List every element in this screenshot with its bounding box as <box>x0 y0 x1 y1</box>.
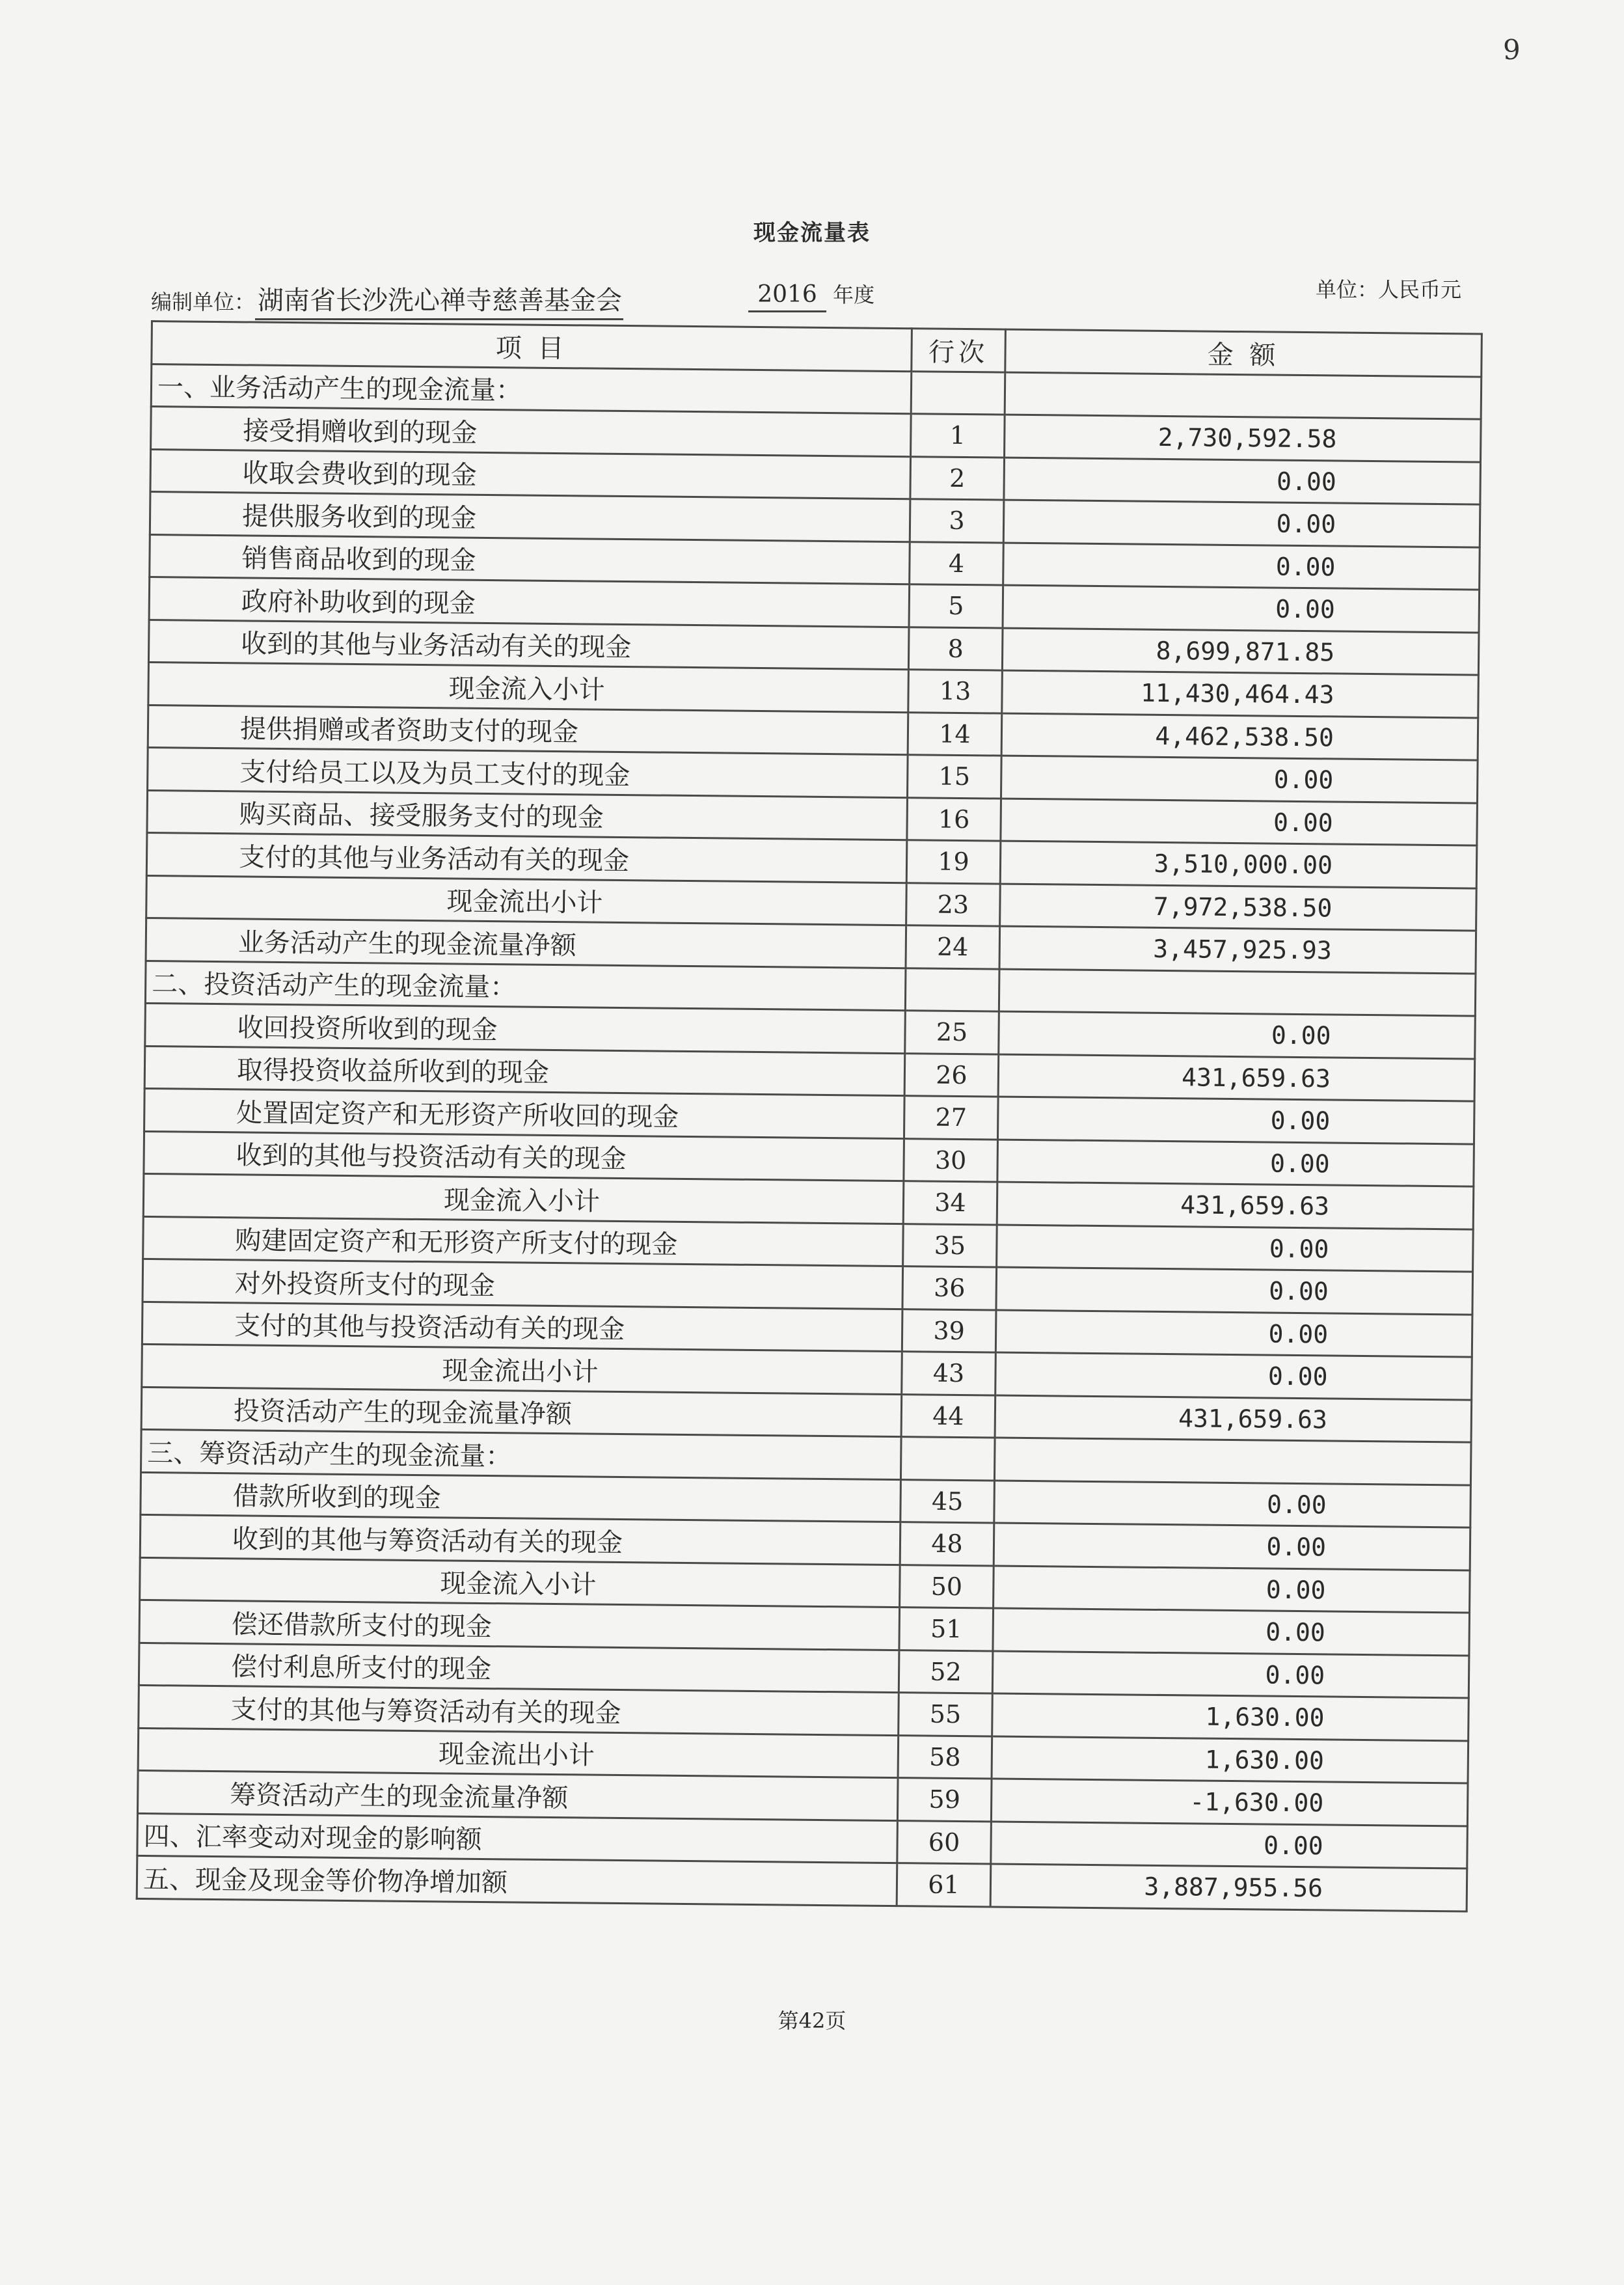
row-amount: 0.00 <box>1004 458 1481 505</box>
row-amount: 3,510,000.00 <box>1000 841 1477 888</box>
row-item-label: 支付给员工以及为员工支付的现金 <box>148 747 908 797</box>
row-amount: 431,659.63 <box>995 1395 1472 1443</box>
row-item-label: 一、业务活动产生的现金流量： <box>151 364 912 414</box>
column-header-amount: 金 额 <box>1005 329 1482 377</box>
row-amount <box>1005 372 1482 420</box>
row-line-number: 51 <box>899 1608 994 1651</box>
row-line-number: 26 <box>904 1053 999 1097</box>
row-line-number: 13 <box>908 670 1003 713</box>
org-name: 湖南省长沙洗心禅寺慈善基金会 <box>255 286 623 320</box>
row-line-number: 8 <box>908 627 1003 670</box>
row-line-number: 59 <box>897 1778 992 1822</box>
row-item-label: 现金流出小计 <box>142 1344 902 1394</box>
row-item-label: 三、筹资活动产生的现金流量： <box>141 1429 902 1479</box>
row-line-number: 43 <box>902 1352 996 1395</box>
row-amount: 0.00 <box>1003 585 1480 633</box>
row-item-label: 现金流入小计 <box>143 1173 904 1224</box>
row-amount: 0.00 <box>995 1310 1472 1358</box>
row-item-label: 销售商品收到的现金 <box>150 534 910 584</box>
year-suffix: 年度 <box>833 282 875 307</box>
row-amount: 0.00 <box>994 1481 1471 1528</box>
row-amount: 11,430,464.43 <box>1002 670 1479 718</box>
row-amount: -1,630.00 <box>991 1779 1468 1826</box>
row-amount: 0.00 <box>995 1352 1472 1400</box>
row-amount: 0.00 <box>997 1225 1474 1272</box>
row-amount: 8,699,871.85 <box>1002 628 1479 676</box>
row-item-label: 政府补助收到的现金 <box>149 577 910 627</box>
row-line-number: 19 <box>906 840 1001 884</box>
org-line <box>151 280 623 317</box>
year-line <box>748 279 874 312</box>
row-line-number: 58 <box>898 1735 992 1779</box>
row-item-label: 四、汇率变动对现金的影响额 <box>137 1813 898 1863</box>
row-amount: 0.00 <box>991 1822 1468 1869</box>
row-line-number: 34 <box>903 1181 997 1225</box>
row-amount: 0.00 <box>999 1011 1476 1059</box>
row-amount: 7,972,538.50 <box>1000 884 1477 931</box>
row-amount: 0.00 <box>994 1566 1470 1613</box>
row-line-number <box>911 371 1005 415</box>
row-line-number <box>905 968 999 1011</box>
row-item-label: 支付的其他与投资活动有关的现金 <box>142 1302 902 1352</box>
row-line-number: 14 <box>908 712 1002 756</box>
row-amount: 3,887,955.56 <box>990 1864 1467 1911</box>
page-footer: 第42页 <box>778 2008 846 2033</box>
row-amount: 0.00 <box>1003 543 1480 590</box>
row-item-label: 现金流出小计 <box>146 875 907 925</box>
row-item-label: 收回投资所收到的现金 <box>145 1003 906 1053</box>
row-line-number: 5 <box>909 584 1003 628</box>
page-title: 现金流量表 <box>753 220 871 246</box>
row-line-number: 61 <box>897 1863 991 1907</box>
row-line-number <box>900 1437 995 1481</box>
row-line-number: 25 <box>905 1011 999 1054</box>
row-item-label: 筹资活动产生的现金流量净额 <box>137 1770 898 1820</box>
cash-flow-table <box>136 320 1483 1912</box>
page-number: 9 <box>1503 34 1521 66</box>
row-line-number: 44 <box>901 1394 995 1438</box>
row-line-number: 35 <box>903 1224 997 1267</box>
report-year: 2016 <box>748 281 826 312</box>
currency-unit: 单位：人民币元 <box>1315 277 1461 302</box>
row-item-label: 对外投资所支付的现金 <box>142 1259 903 1309</box>
row-amount: 0.00 <box>994 1523 1470 1570</box>
row-item-label: 收到的其他与业务活动有关的现金 <box>148 620 909 670</box>
row-amount: 0.00 <box>1001 799 1478 846</box>
row-item-label: 支付的其他与业务活动有关的现金 <box>146 832 907 883</box>
row-item-label: 借款所收到的现金 <box>141 1472 901 1522</box>
row-item-label: 处置固定资产和无形资产所收回的现金 <box>144 1088 905 1138</box>
row-item-label: 购买商品、接受服务支付的现金 <box>147 790 908 840</box>
row-amount <box>994 1438 1471 1485</box>
row-item-label: 二、投资活动产生的现金流量： <box>145 961 906 1011</box>
row-line-number: 55 <box>899 1693 993 1736</box>
row-line-number: 30 <box>904 1138 998 1182</box>
row-amount: 0.00 <box>997 1140 1474 1187</box>
row-amount: 431,659.63 <box>997 1182 1474 1229</box>
column-header-line: 行次 <box>912 329 1006 372</box>
row-line-number: 52 <box>899 1650 993 1693</box>
row-item-label: 业务活动产生的现金流量净额 <box>146 918 906 968</box>
row-amount: 0.00 <box>997 1097 1474 1144</box>
row-amount: 0.00 <box>996 1267 1473 1315</box>
row-item-label: 五、现金及现金等价物净增加额 <box>137 1855 897 1906</box>
row-line-number: 27 <box>904 1096 998 1140</box>
row-item-label: 偿还借款所支付的现金 <box>139 1600 900 1650</box>
row-amount: 3,457,925.93 <box>999 926 1476 974</box>
row-line-number: 60 <box>897 1820 992 1864</box>
row-amount: 431,659.63 <box>998 1054 1475 1102</box>
row-amount <box>999 969 1476 1017</box>
row-line-number: 1 <box>911 414 1005 458</box>
row-item-label: 提供捐赠或者资助支付的现金 <box>148 705 908 755</box>
row-line-number: 3 <box>910 499 1004 543</box>
org-label: 编制单位： <box>151 290 256 314</box>
row-line-number: 39 <box>902 1309 996 1352</box>
row-item-label: 现金流出小计 <box>138 1728 899 1778</box>
row-amount: 1,630.00 <box>992 1693 1469 1741</box>
row-line-number: 15 <box>908 755 1002 799</box>
row-line-number: 16 <box>907 797 1001 841</box>
row-amount: 0.00 <box>1003 500 1480 547</box>
row-line-number: 24 <box>906 925 1000 969</box>
table-body <box>137 364 1482 1911</box>
row-item-label: 偿付利息所支付的现金 <box>139 1643 899 1693</box>
row-item-label: 接受捐赠收到的现金 <box>151 407 912 457</box>
row-line-number: 50 <box>900 1565 994 1608</box>
row-item-label: 收到的其他与筹资活动有关的现金 <box>140 1514 900 1565</box>
row-line-number: 2 <box>910 456 1005 500</box>
row-item-label: 支付的其他与筹资活动有关的现金 <box>139 1685 899 1735</box>
row-item-label: 现金流入小计 <box>140 1557 900 1608</box>
row-item-label: 提供服务收到的现金 <box>150 492 910 542</box>
row-amount: 1,630.00 <box>992 1736 1468 1784</box>
row-amount: 2,730,592.58 <box>1005 415 1482 462</box>
row-line-number: 23 <box>906 883 1001 926</box>
row-item-label: 取得投资收益所收到的现金 <box>144 1046 905 1096</box>
row-item-label: 收取会费收到的现金 <box>150 449 911 499</box>
row-item-label: 投资活动产生的现金流量净额 <box>141 1387 902 1437</box>
row-amount: 0.00 <box>992 1651 1469 1699</box>
column-header-item: 项 目 <box>152 322 912 372</box>
row-amount: 0.00 <box>1001 756 1478 803</box>
row-item-label: 现金流入小计 <box>148 662 909 712</box>
row-amount: 0.00 <box>993 1608 1470 1656</box>
row-line-number: 45 <box>900 1479 995 1523</box>
row-line-number: 48 <box>900 1522 994 1566</box>
row-item-label: 购建固定资产和无形资产所支付的现金 <box>143 1216 904 1266</box>
row-line-number: 4 <box>910 541 1004 585</box>
row-line-number: 36 <box>902 1266 997 1310</box>
row-item-label: 收到的其他与投资活动有关的现金 <box>144 1131 904 1181</box>
row-amount: 4,462,538.50 <box>1001 713 1478 761</box>
